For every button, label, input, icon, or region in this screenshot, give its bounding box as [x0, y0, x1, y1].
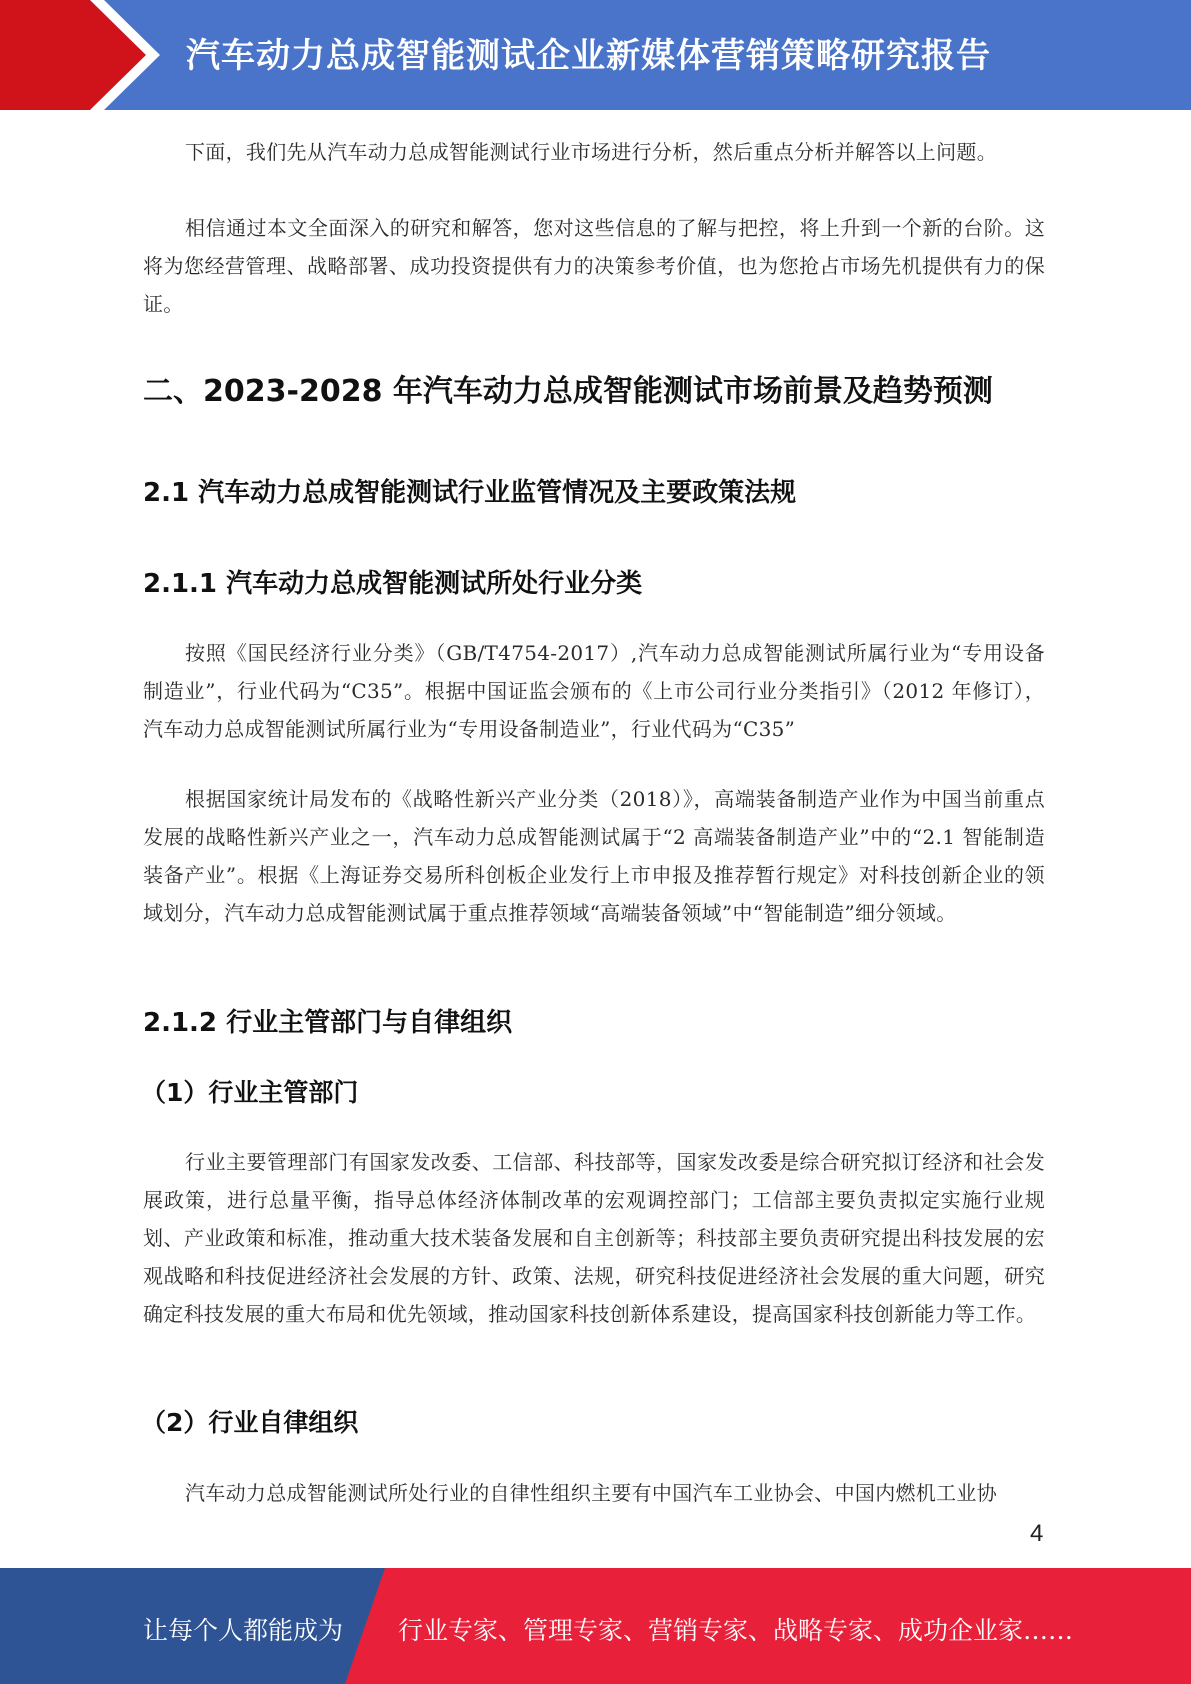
- footer-slogan: 让每个人都能成为: [143, 1616, 344, 1645]
- paragraph: 按照《国民经济行业分类》（GB/T4754-2017）,汽车动力总成智能测试所属行业为“专用设备制造业”，行业代码为“C35”。根据中国证监会颁布的《上市公司行业分类指引》（2012 年修订），汽车动力总成智能测试所属行业为“专用设备制造业”，行业代码为“C35”: [143, 641, 1045, 741]
- section-heading: 二、2023-2028 年汽车动力总成智能测试市场前景及趋势预测: [143, 374, 993, 409]
- subsubsection-heading: 2.1.1 汽车动力总成智能测试所处行业分类: [143, 569, 643, 599]
- page-footer: [0, 1568, 1191, 1684]
- page-number: 4: [1030, 1520, 1044, 1547]
- page-header: [0, 0, 1191, 110]
- paragraph: 下面，我们先从汽车动力总成智能测试行业市场进行分析，然后重点分析并解答以上问题。: [185, 140, 997, 164]
- footer-tagline: 行业专家、管理专家、营销专家、战略专家、成功企业家……: [398, 1616, 1074, 1645]
- subsection-heading: 2.1 汽车动力总成智能测试行业监管情况及主要政策法规: [143, 478, 797, 508]
- paragraph: 根据国家统计局发布的《战略性新兴产业分类（2018）》，高端装备制造产业作为中国当前重点发展的战略性新兴产业之一，汽车动力总成智能测试属于“2 高端装备制造产业”中的“2.1 智能制造装备产业”。根据《上海证券交易所科创板企业发行上市申报及推荐暂行规定》对科技创新企业的领域划分，汽车动力总成智能测试属于重点推荐领域“高端装备领域”中“智能制造”细分领域。: [143, 787, 1045, 925]
- paragraph: 汽车动力总成智能测试所处行业的自律性组织主要有中国汽车工业协会、中国内燃机工业协: [185, 1481, 997, 1505]
- item-heading: （2）行业自律组织: [141, 1408, 359, 1437]
- report-title: 汽车动力总成智能测试企业新媒体营销策略研究报告: [186, 36, 991, 76]
- subsubsection-heading: 2.1.2 行业主管部门与自律组织: [143, 1008, 513, 1038]
- paragraph: 行业主要管理部门有国家发改委、工信部、科技部等，国家发改委是综合研究拟订经济和社会发展政策，进行总量平衡，指导总体经济体制改革的宏观调控部门；工信部主要负责拟定实施行业规划、产业政策和标准，推动重大技术装备发展和自主创新等；科技部主要负责研究提出科技发展的宏观战略和科技促进经济社会发展的方针、政策、法规，研究科技促进经济社会发展的重大问题，研究确定科技发展的重大布局和优先领域，推动国家科技创新体系建设，提高国家科技创新能力等工作。: [143, 1150, 1045, 1326]
- item-heading: （1）行业主管部门: [141, 1078, 359, 1107]
- paragraph: 相信通过本文全面深入的研究和解答，您对这些信息的了解与把控，将上升到一个新的台阶。这将为您经营管理、战略部署、成功投资提供有力的决策参考价值，也为您抢占市场先机提供有力的保证。: [143, 216, 1045, 316]
